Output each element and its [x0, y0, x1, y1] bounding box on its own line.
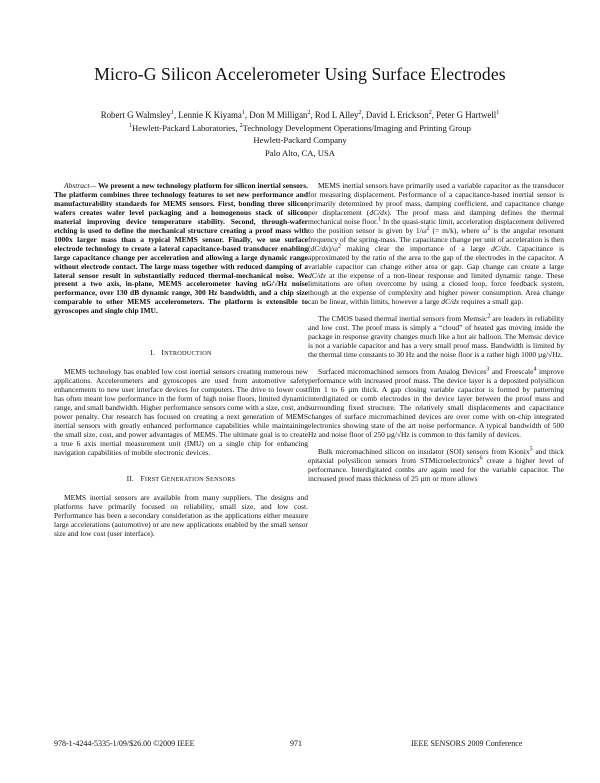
affil-text: Hewlett-Packard Laboratories, [132, 123, 240, 133]
affil-mark: 2 [239, 123, 243, 130]
affil-mark: 1 [129, 123, 133, 130]
author-name: Peter G Hartwell [436, 110, 497, 120]
section-heading-first-generation: II. FIRST GENERATION SENSORS [126, 473, 236, 483]
affiliation-company: Hewlett-Packard Company [253, 135, 347, 145]
body-paragraph-bulk: Bulk micromachined silicon on insulator (SOI) sensors from Kionix$^5$ and thick epitaxial polysilicon sensors from STMicroelectronics$^6$ create a higher level of performance. Interdigitated combs are again used for the variable capacitor. The increased proof mass thickness of 25 µm or more allows [308, 446, 565, 483]
author-affil-mark: 1 [241, 110, 245, 117]
affiliation-city: Palo Alto, CA, USA [265, 148, 335, 158]
affiliation-line [40, 123, 560, 134]
right-column [308, 182, 564, 484]
abstract-text: We present a new technology platform for silicon inertial sensors. The platform combines three technology features to set new performance and manufacturability standards for MEMS sensors. First, bonding three silicon wafers creates wafer level packaging and a homogenous stack of silicon material improving device temperature stability. Second, through-wafer etching is used to define the mechanical structure creating a proof mass with 1000x larger mass than a typical MEMS sensor. Finally, we use surface electrode technology to create a lateral capacitance-based transducer enabling large capacitance change per acceleration and allowing a large dynamic range without electrode contact. The large mass together with reduced damping of a lateral sensor result in substantially reduced thermal-mechanical noise. We present a two axis, in-plane, MEMS accelerometer having nG/√Hz noise performance, over 130 dB dynamic range, 300 Hz bandwidth, and a chip size comparable to other MEMS accelerometers. The platform is extensible to gyroscopes and single chip IMU. [54, 181, 309, 316]
left-column [54, 182, 308, 539]
author-affil-mark: 1 [170, 110, 174, 117]
body-paragraph-memsic: The CMOS based thermal inertial sensors from Memsic$^2$ are leaders in reliability and low cost. The proof mass is simply a “cloud” of heated gas moving inside the package in response gravity changes much like a hot air balloon. The Memsic device is not a variable capacitor and has a very small proof mass. Bandwidth is limited by the thermal time constants to 30 Hz and the noise floor is a rather high 1000 µg/√Hz. [308, 313, 564, 360]
affil-text: Technology Development Operations/Imaging and Printing Group [242, 123, 471, 133]
paper-title: Micro-G Silicon Accelerometer Using Surface Electrodes [94, 64, 506, 84]
author-affil-mark: 1 [496, 110, 500, 117]
author-affil-mark: 2 [307, 110, 311, 117]
abstract [54, 182, 308, 316]
author-list: Robert G Walmsley$^1$, Lennie K Kiyama$^1$, Don M Milligan$^2$, Rod L Alley$^2$, David L Erickson$^2$, Peter G Hartwell$^1$ [100, 110, 500, 120]
footer-page-number: 971 [290, 739, 302, 748]
author-affil-mark: 2 [358, 110, 362, 117]
first-gen-paragraph: MEMS inertial sensors are available from many suppliers. The designs and platforms have primarily focused on reliability, small size, and low cost. Performance has been a secondary consideration as the applications either measure large accelerations (automotive) or are new applications enabled by the small sensor size and low cost (user interface). [54, 492, 308, 538]
footer-copyright: 978-1-4244-5335-1/09/$26.00 ©2009 IEEE [54, 739, 195, 748]
author-name: Robert G Walmsley [100, 110, 171, 120]
intro-paragraph: MEMS technology has enabled low cost inertial sensors creating numerous new applications. Accelerometers and gyroscopes are used from automotive safety enhancements to new user interface devices for computers. The drive to lower cost has often meant low performance in the form of high noise floors, limited dynamic range, and small bandwidth. Higher performance sensors come with a size, cost, and power penalty. Our research has focused on creating a next generation of MEMS inertial sensors with greatly enhanced performance capabilities while maintaining the small size, cost, and power advantages of MEMS. The ultimate goal is to create a true 6 axis inertial measurement unit (IMU) on a single chip for enhancing navigation capabilities of mobile electronic devices. [54, 367, 308, 457]
footer-conference: IEEE SENSORS 2009 Conference [411, 739, 523, 748]
author-name: David L Erickson [365, 110, 429, 120]
author-name: Rod L Alley [314, 110, 359, 120]
section-heading-introduction: I. INTRODUCTION [150, 348, 212, 358]
body-paragraph-capacitor: MEMS inertial sensors have primarily used a variable capacitor as the transducer for measuring displacement. Performance of a capacitance-based inertial sensor is primarily determined by proof mass, damping coefficient, and capacitance change per displacement (dC/dx). The proof mass and damping defines the thermal mechanical noise floor.$^1$ In the quasi-static limit, acceleration displacement delivered to the position sensor is given by $1/\omega^2$ (= m/k), where $\omega^2$ is the angular resonant frequency of the spring-mass. The capacitance change per unit of acceleration is then $(dC/dx)/\omega^2$ making clear the importance of a large dC/dx. Capacitance is approximated by the ratio of the area to the gap of the electrodes in the capacitor. A variable capacitor can change either area or gap. Gap change can create a large dC/dx at the expense of a non-linear response and limited dynamic range. These limitations are often overcome by using a closed loop, force feedback system, though at the expense of complexity and higher power consumption. Area change can be linear, within limits, however a large dC/dx requires a small gap. [308, 181, 565, 307]
body-paragraph-surface: Surfaced micromachined sensors from Analog Devices$^3$ and Freescale$^4$ improve performance with increased proof mass. The device layer is a deposited polysilicon film 1 to 6 µm thick. A gap closing variable capacitor is formed by patterning interdigitated or comb electrodes in the device layer between the proof mass and surrounding fixed structure. The relatively small displacements and capacitance changes of surface micromachined devices are over come with on-chip integrated electronics showing state of the art noise performance. A typical bandwidth of 500 Hz and noise floor of 250 µg/√Hz is common to this family of devices. [308, 366, 564, 439]
author-name: Lennie K Kiyama [178, 110, 242, 120]
author-name: Don M Milligan [249, 110, 308, 120]
author-affil-mark: 2 [428, 110, 432, 117]
abstract-lead: Abstract— [64, 181, 99, 190]
